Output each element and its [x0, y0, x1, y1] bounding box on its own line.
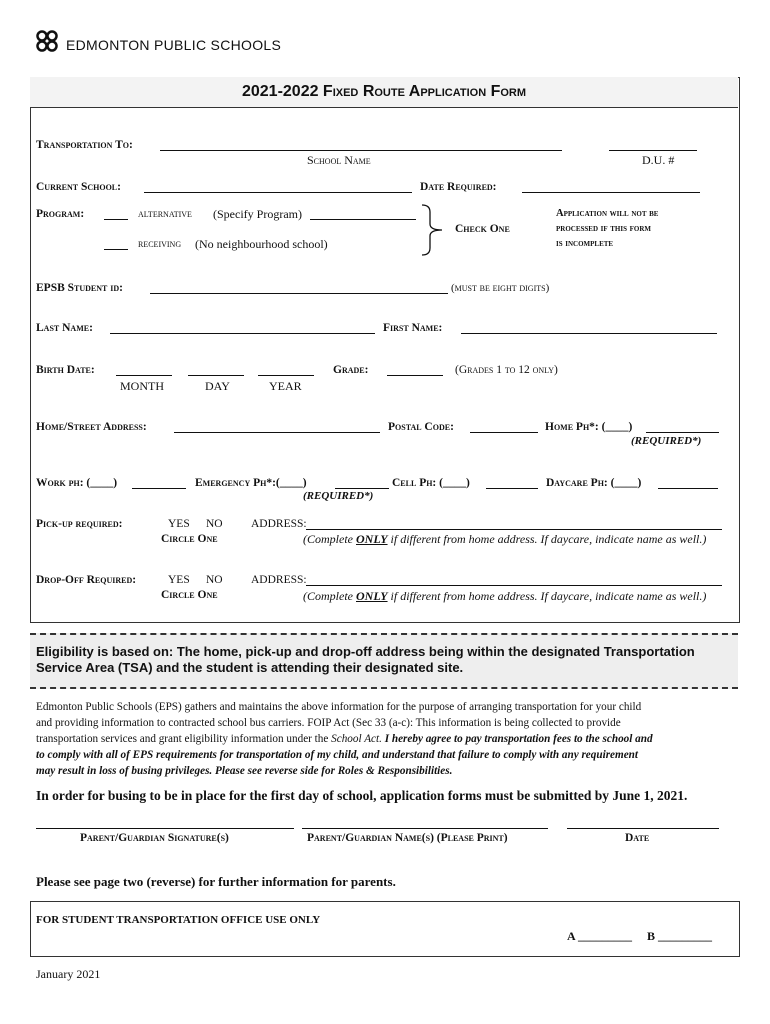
dropoff-no-option[interactable]: NO	[206, 574, 223, 586]
birth-year-field[interactable]	[258, 375, 314, 376]
emergency-required-note: (REQUIRED*)	[303, 490, 374, 502]
deadline-notice: In order for busing to be in place for the first day of school, application forms must be submitted by June 1, 2021.	[36, 788, 688, 803]
day-caption: DAY	[205, 379, 230, 393]
receiving-label: receiving	[138, 238, 182, 250]
home-phone-field[interactable]	[646, 432, 719, 433]
dropoff-yes-option[interactable]: YES	[168, 574, 190, 586]
incomplete-notice-line3: is incomplete	[556, 238, 614, 249]
privacy-line-2: and providing information to contracted school bus carriers. FOIP Act (Sec 33 (a-c): This information is being collected to provide	[36, 717, 621, 729]
grade-label: Grade:	[333, 364, 369, 376]
signature-date-field[interactable]	[567, 828, 719, 829]
du-field[interactable]	[609, 150, 697, 151]
incomplete-notice-line1: Application will not be	[556, 208, 659, 219]
privacy-paragraph	[36, 699, 736, 779]
emergency-phone-field[interactable]	[335, 488, 389, 489]
privacy-line-3: transportation services and grant eligibility information under the School Act. I hereby agree to pay transportation fees to the school and	[36, 733, 653, 745]
year-caption: YEAR	[269, 379, 302, 393]
privacy-line-5: may result in loss of busing privileges. Please see reverse side for Roles & Responsibilities.	[36, 765, 453, 777]
dropoff-address-note: (Complete ONLY if different from home address. If daycare, indicate name as well.)	[303, 589, 707, 603]
receiving-note: (No neighbourhood school)	[195, 237, 328, 251]
student-id-field[interactable]	[150, 293, 448, 294]
incomplete-notice-line2: processed if this form	[556, 223, 651, 234]
org-name: EDMONTON PUBLIC SCHOOLS	[66, 37, 282, 53]
guardian-name-caption: Parent/Guardian Name(s) (Please Print)	[307, 832, 508, 844]
alternative-checkbox-line[interactable]	[104, 219, 128, 220]
office-b-field[interactable]: B _________	[647, 929, 713, 943]
pickup-label: Pick-up required:	[36, 518, 123, 530]
last-name-field[interactable]	[110, 333, 375, 334]
work-phone-label: Work ph: (____)	[36, 477, 118, 489]
transportation-to-label: Transportation To:	[36, 139, 133, 151]
program-label: Program:	[36, 208, 85, 220]
date-required-field[interactable]	[522, 192, 700, 193]
form-title: 2021-2022 Fixed Route Application Form	[241, 83, 527, 100]
first-name-field[interactable]	[461, 333, 717, 334]
epsb-logo-icon	[36, 30, 62, 52]
birth-month-field[interactable]	[116, 375, 172, 376]
privacy-line-4: to comply with all of EPS requirements for transportation of my child, and understand that failure to comply with any requirement	[36, 749, 639, 761]
alternative-label: alternative	[138, 208, 192, 220]
current-school-field[interactable]	[144, 192, 412, 193]
signature-caption: Parent/Guardian Signature(s)	[80, 832, 229, 844]
pickup-no-option[interactable]: NO	[206, 518, 223, 530]
signature-field[interactable]	[36, 828, 294, 829]
cell-phone-label: Cell Ph: (____)	[392, 477, 470, 489]
grade-field[interactable]	[387, 375, 443, 376]
emergency-phone-label: Emergency Ph*:(____)	[195, 477, 307, 489]
pickup-circle-one: Circle One	[161, 533, 218, 545]
office-use-label: FOR STUDENT TRANSPORTATION OFFICE USE ONLY	[36, 914, 321, 926]
dropoff-circle-one: Circle One	[161, 589, 218, 601]
pickup-yes-option[interactable]: YES	[168, 518, 190, 530]
home-phone-label: Home Ph*: (____)	[545, 421, 633, 433]
home-phone-required-note: (REQUIRED*)	[631, 435, 702, 447]
month-caption: MONTH	[120, 379, 164, 393]
office-use-box	[30, 901, 740, 957]
date-caption: Date	[625, 832, 650, 844]
eligibility-text: Eligibility is based on: The home, pick-up and drop-off address being within the designated Transportation Service Area (TSA) and the student is attending their designated site.	[36, 644, 695, 675]
pickup-address-label: ADDRESS:	[251, 518, 307, 530]
alternative-program-field[interactable]	[310, 219, 416, 220]
brace-icon	[420, 204, 444, 256]
guardian-name-field[interactable]	[302, 828, 548, 829]
grade-note: (Grades 1 to 12 only)	[455, 364, 558, 376]
school-name-caption: School Name	[307, 153, 371, 167]
date-required-label: Date Required:	[420, 181, 497, 193]
dropoff-label: Drop-Off Required:	[36, 574, 137, 586]
student-id-label: EPSB Student id:	[36, 282, 123, 294]
daycare-phone-field[interactable]	[658, 488, 718, 489]
page-two-note: Please see page two (reverse) for further information for parents.	[36, 874, 396, 889]
home-address-field[interactable]	[174, 432, 380, 433]
cell-phone-field[interactable]	[486, 488, 538, 489]
alternative-note: (Specify Program)	[213, 207, 302, 221]
last-name-label: Last Name:	[36, 322, 93, 334]
office-a-field[interactable]: A _________	[567, 929, 633, 943]
first-name-label: First Name:	[383, 322, 443, 334]
eligibility-box	[30, 633, 738, 689]
privacy-line-1: Edmonton Public Schools (EPS) gathers and maintains the above information for the purpose of arranging transportation for your child	[36, 701, 642, 713]
postal-code-field[interactable]	[470, 432, 538, 433]
work-phone-field[interactable]	[132, 488, 186, 489]
check-one-label: Check One	[455, 223, 510, 235]
current-school-label: Current School:	[36, 181, 121, 193]
dropoff-address-label: ADDRESS:	[251, 574, 307, 586]
school-name-field[interactable]	[160, 150, 562, 151]
home-address-label: Home/Street Address:	[36, 421, 147, 433]
dropoff-address-field[interactable]	[306, 585, 722, 586]
pickup-address-field[interactable]	[306, 529, 722, 530]
du-caption: D.U. #	[642, 153, 675, 167]
birth-day-field[interactable]	[188, 375, 244, 376]
pickup-address-note: (Complete ONLY if different from home address. If daycare, indicate name as well.)	[303, 532, 707, 546]
footer-date: January 2021	[36, 967, 101, 981]
title-bar	[30, 77, 738, 108]
daycare-phone-label: Daycare Ph: (____)	[546, 477, 642, 489]
postal-code-label: Postal Code:	[388, 421, 454, 433]
student-id-note: (must be eight digits)	[451, 282, 550, 294]
receiving-checkbox-line[interactable]	[104, 249, 128, 250]
birth-date-label: Birth Date:	[36, 364, 95, 376]
